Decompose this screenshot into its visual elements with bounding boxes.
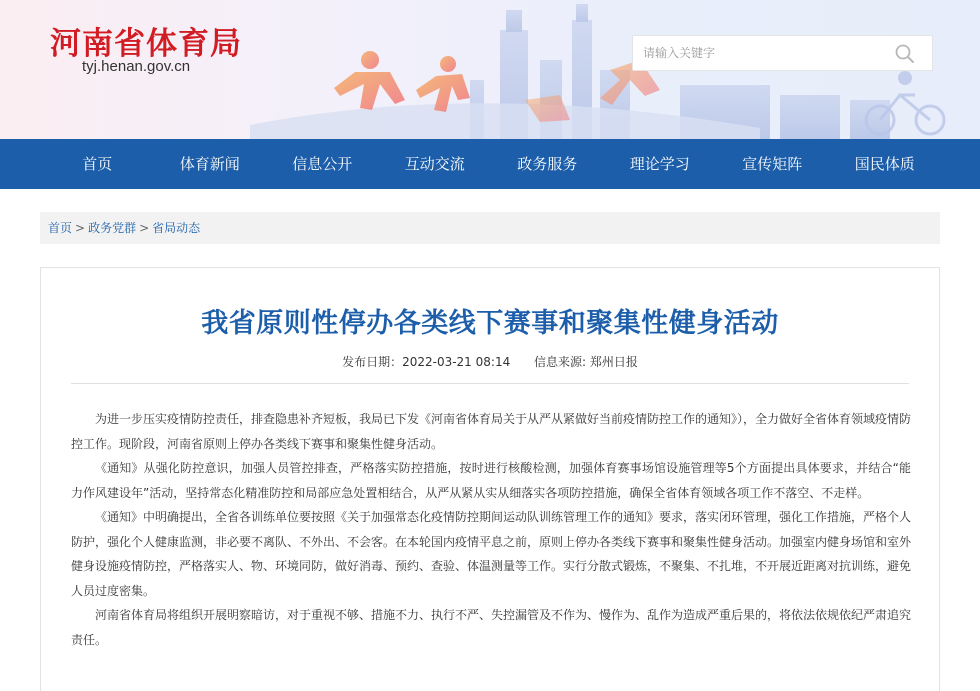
article-paragraph: 河南省体育局将组织开展明察暗访，对于重视不够、措施不力、执行不严、失控漏管及不作为、慢作为、乱作为造成严重后果的，将依法依规依纪严肃追究责任。 (71, 608, 912, 647)
article-paragraph: 为进一步压实疫情防控责任，排查隐患补齐短板，我局已下发《河南省体育局关于从严从紧做好当前疫情防控工作的通知》），全力做好全省体育领域疫情防控工作。现阶段，河南省原则上停办各类线下赛事和聚集性健身活动。 (71, 412, 912, 451)
breadcrumb-home[interactable]: 首页 (48, 221, 73, 235)
breadcrumb-bureau-news[interactable]: 省局动态 (152, 221, 201, 235)
breadcrumb-separator: > (139, 221, 150, 235)
article-paragraph: 《通知》中明确提出，全省各训练单位要按照《关于加强常态化疫情防控期间运动队训练管理工作的通知》要求，落实闭环管理，强化工作措施，严格个人防护，强化个人健康监测，非必要不离队、不外出、不会客。在本轮国内疫情平息之前，原则上停办各类线下赛事和聚集性健身活动。加强室内健身场馆和室外健身设施疫情防控，严格落实人、物、环境同防，做好消毒、预约、查验、体温测量等工作。实行分散式锻炼，不聚集、不扎堆，不开展近距离对抗训练，避免人员过度密集。 (71, 510, 912, 598)
article-paragraph: 《通知》从强化防控意识，加强人员管控排查，严格落实防控措施，按时进行核酸检测，加强体育赛事场馆设施管理等5个方面提出具体要求，并结合“能力作风建设年”活动，坚持常态化精准防控和局部应急处置相结合，从严从紧从实从细落实各项防控措施，确保全省体育领域各项工作不落空、不走样。 (71, 461, 911, 500)
nav-item-interaction[interactable]: 互动交流 (404, 155, 465, 173)
nav-item-gov-services[interactable]: 政务服务 (517, 155, 578, 173)
search-input[interactable] (633, 36, 888, 70)
divider (71, 383, 909, 384)
header-banner (0, 0, 980, 139)
nav-item-info-disclosure[interactable]: 信息公开 (292, 155, 353, 173)
article-container (40, 267, 940, 691)
breadcrumb-party-affairs[interactable]: 政务党群 (88, 221, 137, 235)
nav-item-home[interactable]: 首页 (82, 155, 113, 173)
breadcrumb-separator: > (75, 221, 86, 235)
article-body (71, 407, 911, 652)
nav-item-theory-study[interactable]: 理论学习 (629, 155, 690, 173)
article-title: 我省原则性停办各类线下赛事和聚集性健身活动 (201, 308, 779, 339)
nav-item-national-fitness[interactable]: 国民体质 (854, 155, 915, 173)
nav-item-sports-news[interactable]: 体育新闻 (179, 155, 240, 173)
article-meta (41, 353, 939, 370)
nav-item-publicity-matrix[interactable]: 宣传矩阵 (742, 155, 803, 173)
search-icon[interactable] (894, 43, 916, 65)
site-title[interactable]: 河南省体育局 (50, 26, 242, 62)
info-source: 信息来源: 郑州日报 (534, 355, 638, 369)
main-nav (0, 139, 980, 189)
publish-date: 发布日期：2022-03-21 08:14 (342, 355, 511, 369)
search-box (632, 35, 933, 71)
site-domain: tyj.henan.gov.cn (82, 58, 191, 75)
breadcrumb (40, 212, 940, 244)
